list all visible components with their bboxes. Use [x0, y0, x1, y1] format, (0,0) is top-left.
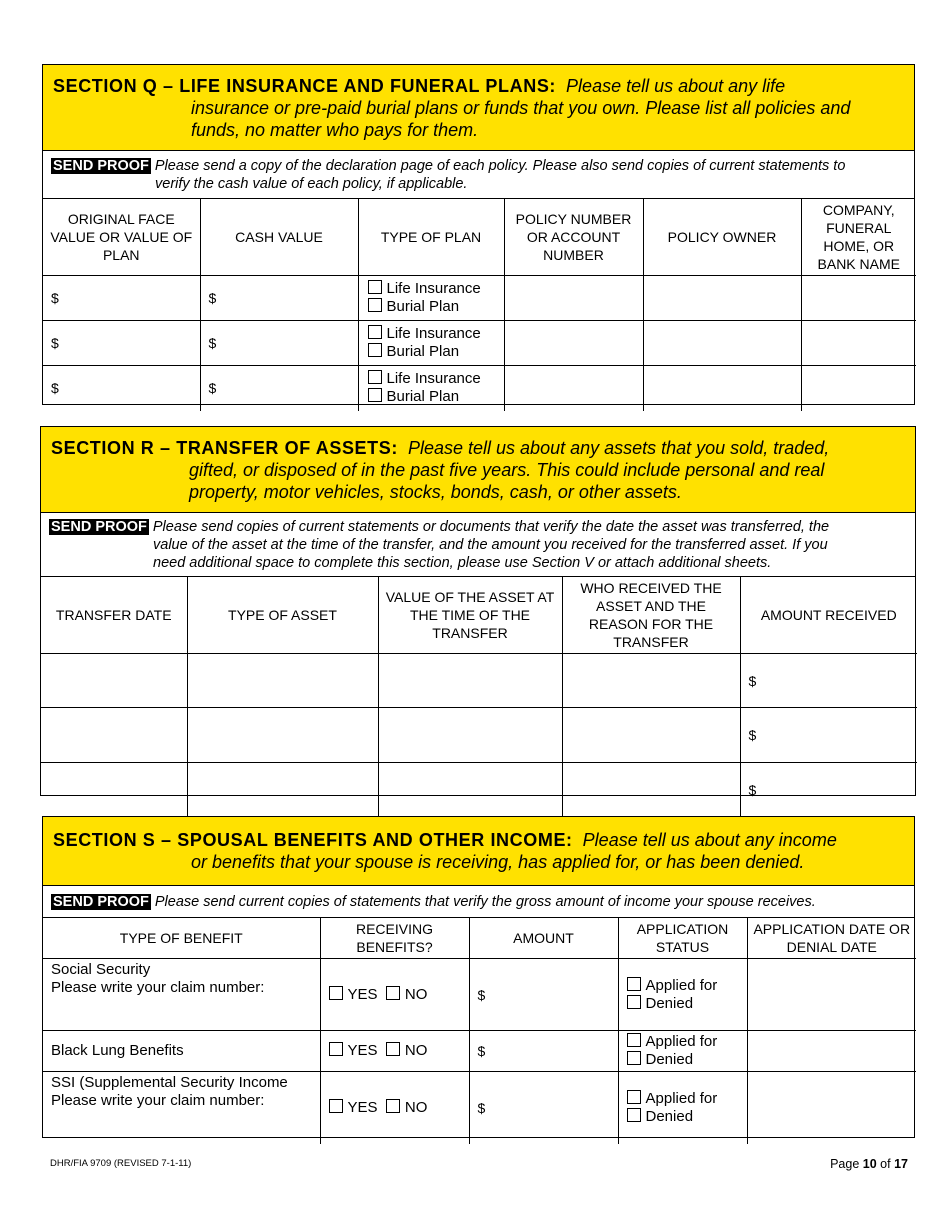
dollar-sign: $: [208, 290, 217, 306]
applied-for-checkbox[interactable]: [627, 977, 641, 991]
col-transfer-date: TRANSFER DATE: [41, 577, 187, 654]
col-amount-received: AMOUNT RECEIVED: [740, 577, 917, 654]
col-who-received: WHO RECEIVED THE ASSET AND THE REASON FOR THE TRANSFER: [562, 577, 740, 654]
yes-label: YES: [347, 985, 378, 1003]
table-row: [43, 1031, 916, 1072]
section-r-proof: [41, 513, 915, 577]
dollar-sign: $: [477, 1099, 486, 1116]
section-q-desc-1: Please tell us about any life: [566, 76, 786, 96]
send-proof-badge: SEND PROOF: [51, 519, 147, 535]
section-r: [40, 426, 916, 796]
page-prefix: Page: [830, 1157, 860, 1171]
burial-plan-checkbox[interactable]: [368, 388, 382, 402]
benefit-name: SSI (Supplemental Security Income: [51, 1074, 288, 1091]
face-value-input[interactable]: [43, 276, 200, 321]
section-q-proof-2: verify the cash value of each policy, if applicable.: [155, 176, 468, 192]
no-label: NO: [404, 1098, 428, 1116]
section-s-proof-1: Please send current copies of statements that verify the gross amount of income your spouse receives.: [154, 894, 816, 910]
transfer-date-input[interactable]: [41, 708, 187, 763]
table-row: [43, 959, 916, 1031]
section-r-table: [41, 577, 917, 817]
dollar-sign: $: [208, 335, 217, 351]
table-row: [43, 1072, 916, 1144]
applied-label: Applied for: [645, 1089, 718, 1107]
table-row: [41, 763, 917, 817]
table-row: [43, 366, 916, 411]
option-label: Life Insurance: [386, 280, 481, 297]
dollar-sign: $: [51, 290, 59, 306]
denied-label: Denied: [645, 994, 694, 1012]
yes-label: YES: [347, 1098, 378, 1116]
section-r-header: [41, 427, 915, 513]
col-face-value: ORIGINAL FACE VALUE OR VALUE OF PLAN: [43, 199, 200, 276]
no-checkbox[interactable]: [386, 986, 400, 1000]
no-label: NO: [404, 985, 428, 1003]
section-r-proof-2: value of the asset at the time of the transfer, and the amount you received for the transferred asset. If you: [153, 537, 828, 553]
section-q-desc-3: funds, no matter who pays for them.: [191, 120, 479, 140]
section-s-proof: [43, 886, 914, 918]
section-s-desc-1: Please tell us about any income: [582, 830, 837, 850]
table-row: [41, 654, 917, 708]
section-s-title: SECTION S – SPOUSAL BENEFITS AND OTHER INCOME:: [53, 830, 573, 850]
section-r-title: SECTION R – TRANSFER OF ASSETS:: [51, 438, 398, 458]
denied-checkbox[interactable]: [627, 1051, 641, 1065]
section-q-proof: [43, 151, 914, 199]
application-date-input[interactable]: [747, 1031, 916, 1072]
amount-received-input[interactable]: [740, 708, 917, 763]
type-of-asset-input[interactable]: [187, 654, 378, 708]
col-application-date: APPLICATION DATE OR DENIAL DATE: [747, 918, 916, 959]
section-q-table: [43, 199, 916, 411]
section-s-header: [43, 817, 914, 886]
type-of-asset-input[interactable]: [187, 708, 378, 763]
col-type-of-benefit: TYPE OF BENEFIT: [43, 918, 320, 959]
table-row: [43, 276, 916, 321]
cash-value-input[interactable]: [200, 276, 358, 321]
applied-label: Applied for: [645, 976, 718, 994]
dollar-sign: $: [748, 672, 757, 689]
amount-input[interactable]: [469, 1031, 618, 1072]
policy-number-input[interactable]: [504, 366, 643, 411]
amount-received-input[interactable]: [740, 763, 917, 817]
applied-for-checkbox[interactable]: [627, 1090, 641, 1104]
table-row: [43, 321, 916, 366]
applied-for-checkbox[interactable]: [627, 1033, 641, 1047]
option-label: Life Insurance: [386, 325, 481, 342]
benefit-name: Social Security: [51, 961, 151, 978]
life-insurance-checkbox[interactable]: [368, 280, 382, 294]
section-r-proof-1: Please send copies of current statements or documents that verify the date the asset was transferred, the: [152, 519, 830, 535]
form-id: DHR/FIA 9709 (REVISED 7-1-11): [50, 1158, 192, 1169]
who-received-input[interactable]: [562, 654, 740, 708]
current-page: 10: [862, 1157, 877, 1171]
claim-number-label[interactable]: Please write your claim number:: [51, 979, 265, 996]
application-date-input[interactable]: [747, 1072, 916, 1144]
total-pages: 17: [894, 1157, 908, 1171]
section-q-title: SECTION Q – LIFE INSURANCE AND FUNERAL PLANS:: [53, 76, 557, 96]
transfer-date-input[interactable]: [41, 763, 187, 817]
no-checkbox[interactable]: [386, 1099, 400, 1113]
section-s-desc-2: or benefits that your spouse is receiving, has applied for, or has been denied.: [191, 852, 805, 872]
col-policy-owner: POLICY OWNER: [643, 199, 801, 276]
section-q-proof-1: Please send a copy of the declaration page of each policy. Please also send copies of current statements to: [154, 158, 846, 174]
section-q-desc-2: insurance or pre-paid burial plans or funds that you own. Please list all policies and: [191, 98, 851, 118]
dollar-sign: $: [748, 781, 757, 798]
life-insurance-checkbox[interactable]: [368, 370, 382, 384]
col-asset-value: VALUE OF THE ASSET AT THE TIME OF THE TRANSFER: [378, 577, 562, 654]
section-r-desc-2: gifted, or disposed of in the past five years. This could include personal and real: [189, 460, 825, 480]
cash-value-input[interactable]: [200, 366, 358, 411]
col-policy-number: POLICY NUMBER OR ACCOUNT NUMBER: [504, 199, 643, 276]
col-type-of-plan: TYPE OF PLAN: [358, 199, 504, 276]
policy-owner-input[interactable]: [643, 321, 801, 366]
claim-number-label[interactable]: Please write your claim number:: [51, 1092, 265, 1109]
type-of-asset-input[interactable]: [187, 763, 378, 817]
col-application-status: APPLICATION STATUS: [618, 918, 747, 959]
section-r-desc-1: Please tell us about any assets that you sold, traded,: [407, 438, 830, 458]
amount-input[interactable]: [469, 959, 618, 1031]
yes-checkbox[interactable]: [329, 1099, 343, 1113]
company-input[interactable]: [801, 366, 916, 411]
section-r-proof-3: need additional space to complete this section, please use Section V or attach additional sheets.: [153, 555, 772, 571]
transfer-date-input[interactable]: [41, 654, 187, 708]
col-amount: AMOUNT: [469, 918, 618, 959]
col-receiving-benefits: RECEIVING BENEFITS?: [320, 918, 469, 959]
face-value-input[interactable]: [43, 366, 200, 411]
yes-checkbox[interactable]: [329, 1042, 343, 1056]
denied-checkbox[interactable]: [627, 995, 641, 1009]
application-date-input[interactable]: [747, 959, 916, 1031]
burial-plan-checkbox[interactable]: [368, 343, 382, 357]
option-label: Burial Plan: [386, 298, 460, 315]
section-r-desc-3: property, motor vehicles, stocks, bonds, cash, or other assets.: [189, 482, 682, 502]
applied-label: Applied for: [645, 1033, 718, 1050]
asset-value-input[interactable]: [378, 708, 562, 763]
dollar-sign: $: [477, 986, 486, 1003]
who-received-input[interactable]: [562, 763, 740, 817]
policy-owner-input[interactable]: [643, 366, 801, 411]
dollar-sign: $: [51, 335, 59, 351]
option-label: Burial Plan: [386, 343, 460, 360]
no-label: NO: [404, 1042, 428, 1059]
denied-label: Denied: [645, 1051, 694, 1068]
who-received-input[interactable]: [562, 708, 740, 763]
company-input[interactable]: [801, 276, 916, 321]
life-insurance-checkbox[interactable]: [368, 325, 382, 339]
burial-plan-checkbox[interactable]: [368, 298, 382, 312]
section-s-table: [43, 918, 916, 1144]
option-label: Burial Plan: [386, 388, 460, 406]
col-type-of-asset: TYPE OF ASSET: [187, 577, 378, 654]
col-company: COMPANY, FUNERAL HOME, OR BANK NAME: [801, 199, 916, 276]
section-q-header: [43, 65, 914, 151]
benefit-name: Black Lung Benefits: [51, 1042, 184, 1059]
section-q: [42, 64, 915, 405]
denied-label: Denied: [645, 1107, 694, 1125]
face-value-input[interactable]: [43, 321, 200, 366]
table-row: [41, 708, 917, 763]
cash-value-input[interactable]: [200, 321, 358, 366]
policy-owner-input[interactable]: [643, 276, 801, 321]
no-checkbox[interactable]: [386, 1042, 400, 1056]
dollar-sign: $: [477, 1043, 486, 1059]
yes-checkbox[interactable]: [329, 986, 343, 1000]
amount-input[interactable]: [469, 1072, 618, 1144]
page-of: of: [880, 1157, 891, 1171]
asset-value-input[interactable]: [378, 654, 562, 708]
policy-number-input[interactable]: [504, 321, 643, 366]
send-proof-badge: SEND PROOF: [53, 158, 149, 174]
denied-checkbox[interactable]: [627, 1108, 641, 1122]
option-label: Life Insurance: [386, 370, 481, 388]
amount-received-input[interactable]: [740, 654, 917, 708]
policy-number-input[interactable]: [504, 276, 643, 321]
dollar-sign: $: [51, 380, 59, 397]
section-s: [42, 816, 915, 1138]
yes-label: YES: [347, 1042, 378, 1059]
send-proof-badge: SEND PROOF: [53, 894, 149, 910]
asset-value-input[interactable]: [378, 763, 562, 817]
dollar-sign: $: [748, 727, 757, 743]
col-cash-value: CASH VALUE: [200, 199, 358, 276]
company-input[interactable]: [801, 321, 916, 366]
dollar-sign: $: [208, 380, 217, 397]
page-number: [830, 1157, 908, 1171]
